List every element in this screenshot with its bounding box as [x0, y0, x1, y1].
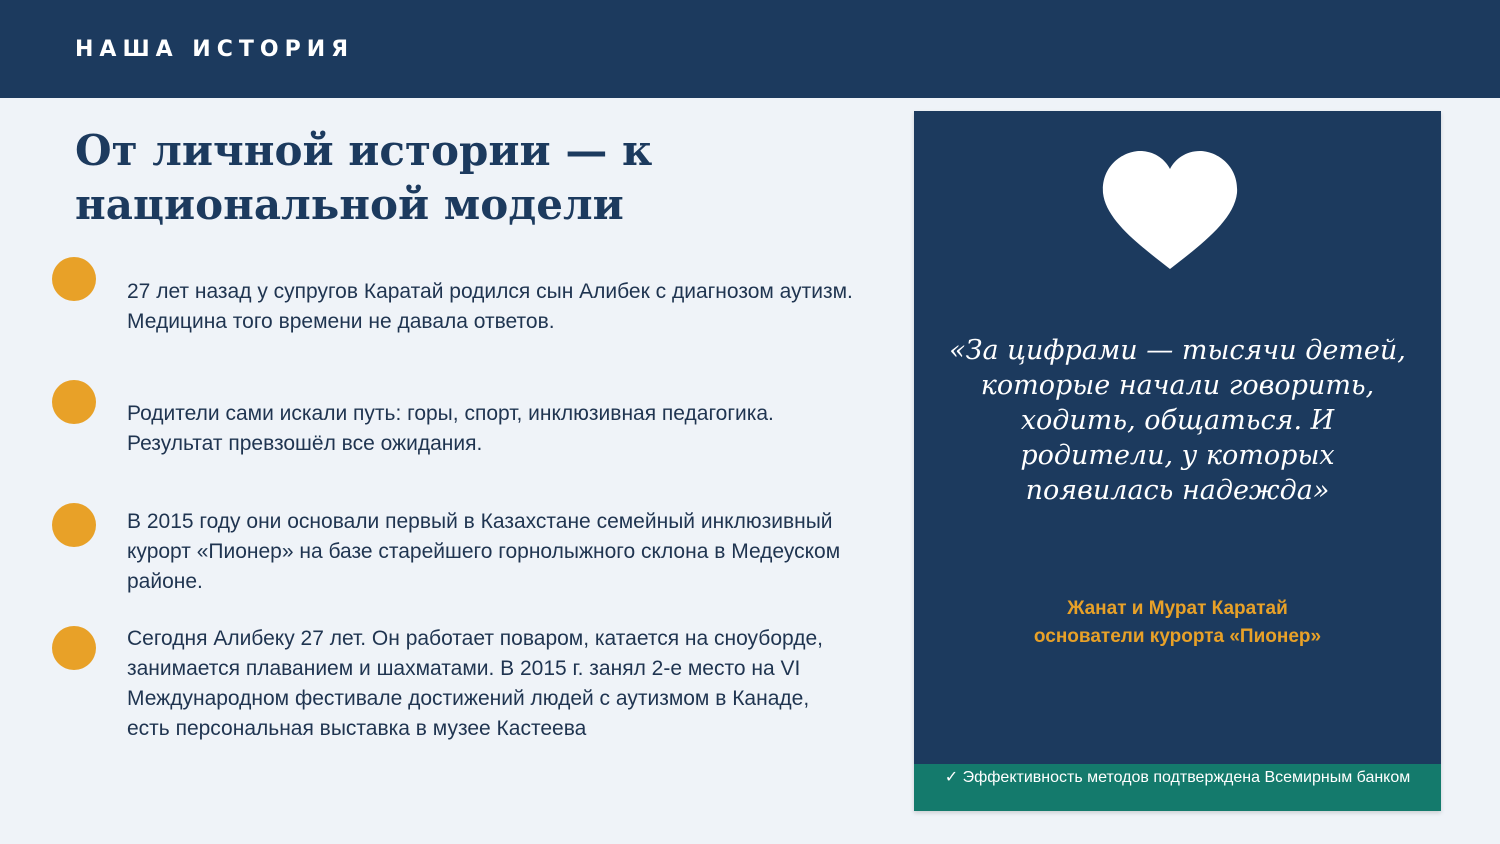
bullet-dot	[52, 626, 96, 670]
heart-icon	[1102, 151, 1238, 271]
header-bar	[0, 0, 1500, 98]
author-role: основатели курорта «Пионер»	[1033, 626, 1322, 647]
bullet-dot	[52, 503, 96, 547]
story-item-text: В 2015 году они основали первый в Казахстане семейный инклюзивный курорт «Пионер» на базе старейшего горнолыжного склона в Медеуском районе.	[127, 510, 841, 593]
verification-banner	[914, 764, 1441, 811]
verification-text: ✓ Эффективность методов подтверждена Всемирным банком	[944, 769, 1411, 786]
story-item-text: 27 лет назад у супругов Каратай родился сын Алибек с диагнозом аутизм. Медицина того времени не давала ответов.	[127, 280, 853, 333]
story-item-text: Сегодня Алибеку 27 лет. Он работает поваром, катается на сноуборде, занимается плаванием и шахматами. В 2015 г. занял 2-е место на VI Международном фестивале достижений людей с аутизмом в Канаде, есть персональная выставка в музее Кастеева	[127, 627, 823, 740]
story-item-text: Родители сами искали путь: горы, спорт, инклюзивная педагогика. Результат превзошёл все ожидания.	[127, 402, 774, 455]
page-title: От личной истории — к национальной модели	[75, 126, 653, 229]
section-label: НАША ИСТОРИЯ	[75, 37, 355, 62]
quote-card	[914, 111, 1441, 811]
quote-author	[934, 595, 1421, 651]
bullet-dot	[52, 257, 96, 301]
bullet-dot	[52, 380, 96, 424]
quote-text: «За цифрами — тысячи детей, которые начали говорить, ходить, общаться. И родители, у которых появилась надежда»	[949, 335, 1406, 506]
author-name: Жанат и Мурат Каратай	[1067, 598, 1288, 619]
